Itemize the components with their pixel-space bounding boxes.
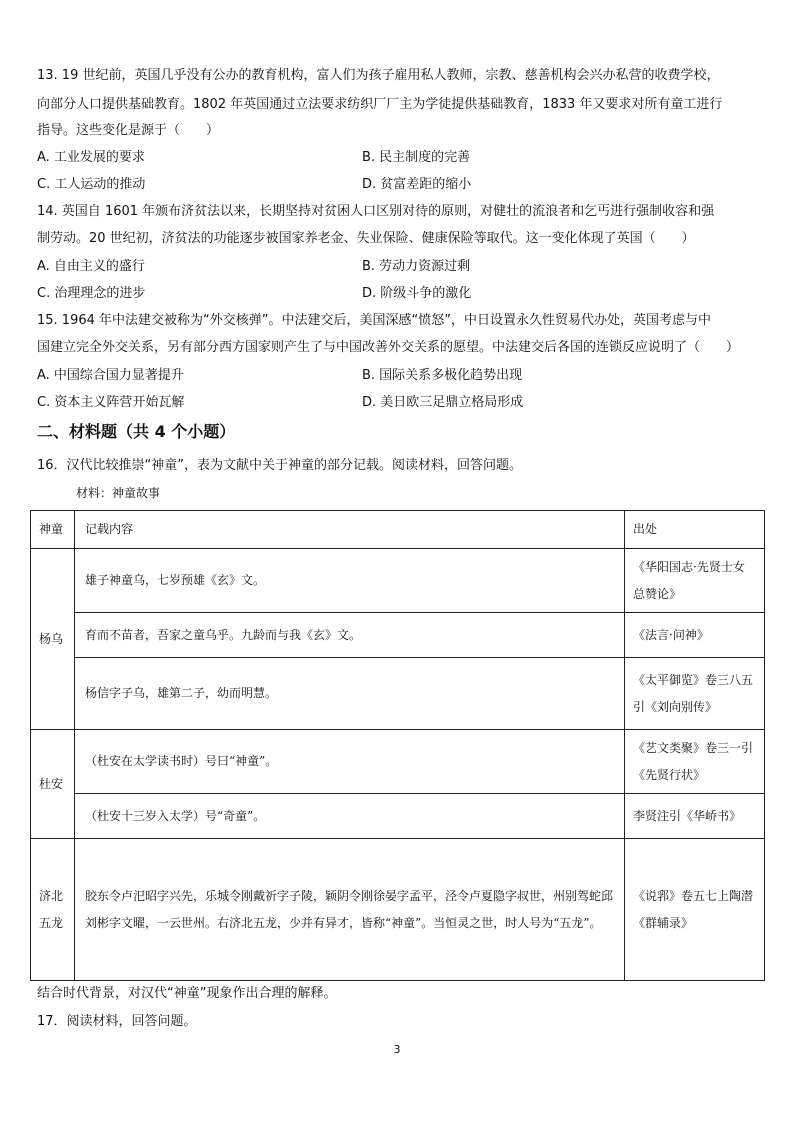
record-content: 育而不苗者，吾家之童乌乎。九龄而与我《玄》文。 [75,613,625,658]
q16-question: 结合时代背景，对汉代“神童”现象作出合理的解释。 [37,986,337,1001]
q13-option-c[interactable]: C. 工人运动的推动 [37,177,146,192]
prodigy-name-duan: 杜安 [31,730,75,839]
header-prodigy: 神童 [31,511,75,549]
prodigy-name-yangwu: 杨乌 [31,549,75,730]
record-source: 《艺文类聚》卷三一引《先贤行状》 [625,730,765,794]
q14-stem-line-1: 14. 英国自 1601 年颁布济贫法以来，长期坚持对贫困人口区别对待的原则，对健壮的流浪者和乞丐进行强制收容和强 [37,204,715,219]
q15-option-d[interactable]: D. 美日欧三足鼎立格局形成 [362,395,524,410]
table-header-row [31,511,765,549]
section-title-materials: 二、材料题（共 4 个小题） [37,422,236,441]
q16-intro: 16．汉代比较推崇“神童”，表为文献中关于神童的部分记载。阅读材料，回答问题。 [37,458,523,473]
q14-option-a[interactable]: A. 自由主义的盛行 [37,259,145,274]
table-row [31,839,765,981]
q15-stem-line-2: 国建立完全外交关系，另有部分西方国家则产生了与中国改善外交关系的愿望。中法建交后各国的连锁反应说明了（ ） [37,340,740,355]
q14-option-b[interactable]: B. 劳动力资源过剩 [362,259,471,274]
record-content: 雄子神童乌，七岁预雄《玄》文。 [75,549,625,613]
record-source: 李贤注引《华峤书》 [625,794,765,839]
header-content: 记载内容 [75,511,625,549]
q15-option-b[interactable]: B. 国际关系多极化趋势出现 [362,368,523,383]
q13-option-d[interactable]: D. 贫富差距的缩小 [362,177,472,192]
q14-option-c[interactable]: C. 治理理念的进步 [37,286,146,301]
record-source: 《太平御览》卷三八五引《刘向别传》 [625,658,765,730]
table-row [31,794,765,839]
q14-stem-line-2: 制劳动。20 世纪初，济贫法的功能逐步被国家养老金、失业保险、健康保险等取代。这一变化体现了英国（ ） [37,231,695,246]
record-content: 杨信字子乌，雄第二子，幼而明慧。 [75,658,625,730]
record-source: 《法言·问神》 [625,613,765,658]
q13-option-a[interactable]: A. 工业发展的要求 [37,150,145,165]
q17-intro: 17．阅读材料，回答问题。 [37,1014,197,1029]
q16-material-caption: 材料：神童故事 [76,486,161,500]
table-row [31,613,765,658]
shentong-table [30,510,765,981]
prodigy-name-jibei-wulong: 济北五龙 [31,839,75,981]
record-content: （杜安在太学读书时）号曰“神童”。 [75,730,625,794]
header-source: 出处 [625,511,765,549]
q13-option-b[interactable]: B. 民主制度的完善 [362,150,471,165]
q14-option-d[interactable]: D. 阶级斗争的激化 [362,286,472,301]
q15-stem-line-1: 15. 1964 年中法建交被称为“外交核弹”。中法建交后，美国深感“愤怒”，中日设置永久性贸易代办处，英国考虑与中 [37,313,711,328]
page-number: 3 [393,1043,401,1056]
q13-stem-line-2: 向部分人口提供基础教育。1802 年英国通过立法要求纺织厂厂主为学徒提供基础教育，1833 年又要求对所有童工进行 [37,97,723,112]
record-source: 《华阳国志·先贤士女总赞论》 [625,549,765,613]
table-row [31,549,765,613]
table-row [31,658,765,730]
q13-stem-line-3: 指导。这些变化是源于（ ） [37,123,220,138]
table-row [31,730,765,794]
q15-option-c[interactable]: C. 资本主义阵营开始瓦解 [37,395,185,410]
record-content: 胶东令卢汜昭字兴先，乐城令刚戴祈字子陵，颖阴令刚徐晏字孟平，泾令卢夏隐字叔世，州别驾蛇邱刘彬字文曜，一云世州。右济北五龙，少并有异才，皆称“神童”。当恒灵之世，时人号为“五龙”。 [75,839,625,981]
record-source: 《说郛》卷五七上陶潜《群辅录》 [625,839,765,981]
record-content: （杜安十三岁入太学）号“奇童”。 [75,794,625,839]
q15-option-a[interactable]: A. 中国综合国力显著提升 [37,368,184,383]
q13-stem-line-1: 13. 19 世纪前，英国几乎没有公办的教育机构，富人们为孩子雇用私人教师，宗教、慈善机构会兴办私营的收费学校， [37,68,720,83]
